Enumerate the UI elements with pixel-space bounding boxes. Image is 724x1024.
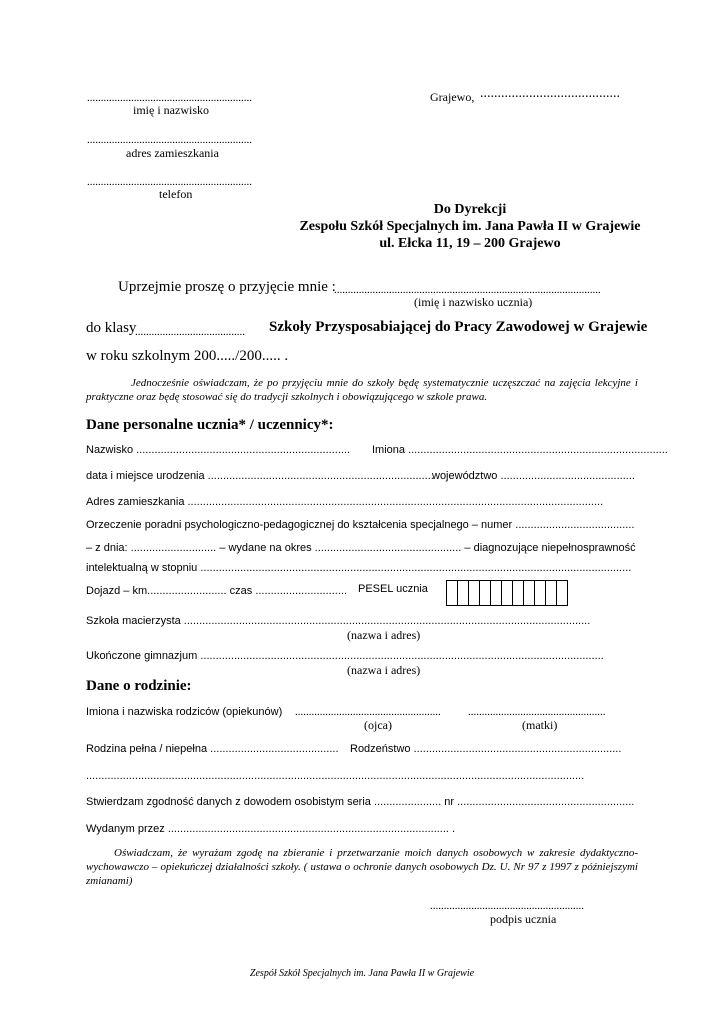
address-line[interactable]: ............................................................ [87,134,252,146]
address-label: adres zamieszkania [126,146,219,160]
extra-family-line[interactable]: ................................................................................................................................................................... [86,770,585,782]
pesel-digit-box[interactable] [557,581,567,605]
father-name-field[interactable]: ..................................................... [295,706,441,718]
pesel-digit-box[interactable] [480,581,491,605]
voivodeship-field[interactable]: województwo ............................................ [432,470,635,482]
certificate-date-field[interactable]: – z dnia: ............................ – wydane na okres ................................................ – diagnozujące niepełnosprawność [86,542,636,554]
home-address-field[interactable]: Adres zamieszkania ........................................................................................................................................ [86,496,604,508]
addressee-line-3: ul. Ełcka 11, 19 – 200 Grajewo [379,236,561,251]
name-label: imię i nazwisko [133,103,209,117]
pesel-digit-box[interactable] [502,581,513,605]
parents-label: Imiona i nazwiska rodziców (opiekunów) [86,706,283,718]
class-line[interactable]: ........................................ [135,326,245,338]
phone-label: telefon [159,187,193,201]
firstnames-field[interactable]: Imiona ..................................................................................... [372,444,668,456]
pesel-digit-box[interactable] [447,581,458,605]
consent-text: Oświadczam, że wyrażam zgodę na zbieranie i przetwarzanie moich danych osobowych w zakresie dydaktyczno-wychowawczo – opiekuńczej działalności szkoły. ( ustawa o ochronie danych osobowych Dz. U. Nr 97 z 1997 z późniejszymi zmianami) [86,847,638,887]
pesel-digit-box[interactable] [469,581,480,605]
id-confirmation-field[interactable]: Stwierdzam zgodność danych z dowodem osobistym seria ...................... nr .......................................................... [86,796,635,808]
pesel-digit-box[interactable] [458,581,469,605]
home-school-field[interactable]: Szkoła macierzysta ..................................................................................................................................... [86,615,591,627]
student-name-hint: (imię i nazwisko ucznia) [414,295,533,309]
pesel-boxes[interactable] [446,580,568,606]
birth-field[interactable]: data i miejsce urodzenia .......................................................................... [86,470,434,482]
family-data-heading: Dane o rodzinie: [86,678,192,694]
signature-line[interactable]: ........................................................ [430,900,584,912]
pesel-digit-box[interactable] [513,581,524,605]
home-school-hint: (nazwa i adres) [347,628,421,642]
gymnasium-hint: (nazwa i adres) [347,663,421,677]
student-name-line[interactable]: ................................................................................................. [334,284,601,296]
pesel-digit-box[interactable] [535,581,546,605]
siblings-field[interactable]: Rodzeństwo .................................................................... [350,743,622,755]
pesel-digit-box[interactable] [546,581,557,605]
date-line[interactable]: ........................................ [480,86,620,101]
disability-degree-field[interactable]: intelektualną w stopniu ............................................................................................................................................. [86,562,632,574]
gymnasium-field[interactable]: Ukończone gimnazjum .................................................................................................................................... [86,650,604,662]
school-year-line[interactable]: w roku szkolnym 200...../200..... . [86,348,289,364]
school-name: Szkoły Przysposabiającej do Pracy Zawodowej w Grajewie [269,319,648,335]
issued-by-field[interactable]: Wydanym przez ............................................................................................ . [86,823,456,835]
addressee-line-1: Do Dyrekcji [433,202,507,217]
phone-line[interactable]: ............................................................ [87,176,252,188]
pesel-label: PESEL ucznia [358,583,428,595]
mother-name-field[interactable]: .................................................. [468,706,606,718]
pesel-digit-box[interactable] [491,581,502,605]
father-label: (ojca) [364,718,392,732]
class-label: do klasy [86,320,137,336]
declaration-text: Jednocześnie oświadczam, że po przyjęciu mnie do szkoły będę systematycznie uczęszczać na zajęcia lekcyjne i praktyczne oraz będę stosować się do tradycji szkolnych i obowiązującego w szkole prawa. [86,377,638,403]
footer-text: Zespół Szkół Specjalnych im. Jana Pawła II w Grajewie [249,968,475,979]
family-type-field[interactable]: Rodzina pełna / niepełna .......................................... [86,743,339,755]
certificate-field[interactable]: Orzeczenie poradni psychologiczno-pedagogicznej do kształcenia specjalnego – numer ....................................... [86,519,635,531]
pesel-digit-box[interactable] [524,581,535,605]
personal-data-heading: Dane personalne ucznia* / uczennicy*: [86,417,334,433]
addressee-line-2: Zespołu Szkół Specjalnych im. Jana Pawła II w Grajewie [299,219,641,234]
request-text: Uprzejmie proszę o przyjęcie mnie : [118,279,336,295]
mother-label: (matki) [522,718,558,732]
name-line[interactable]: ............................................................ [87,92,252,104]
commute-field[interactable]: Dojazd – km.......................... czas .............................. [86,585,348,597]
city-label: Grajewo, [430,90,475,104]
signature-label: podpis ucznia [490,912,557,926]
surname-field[interactable]: Nazwisko ...................................................................... [86,444,351,456]
